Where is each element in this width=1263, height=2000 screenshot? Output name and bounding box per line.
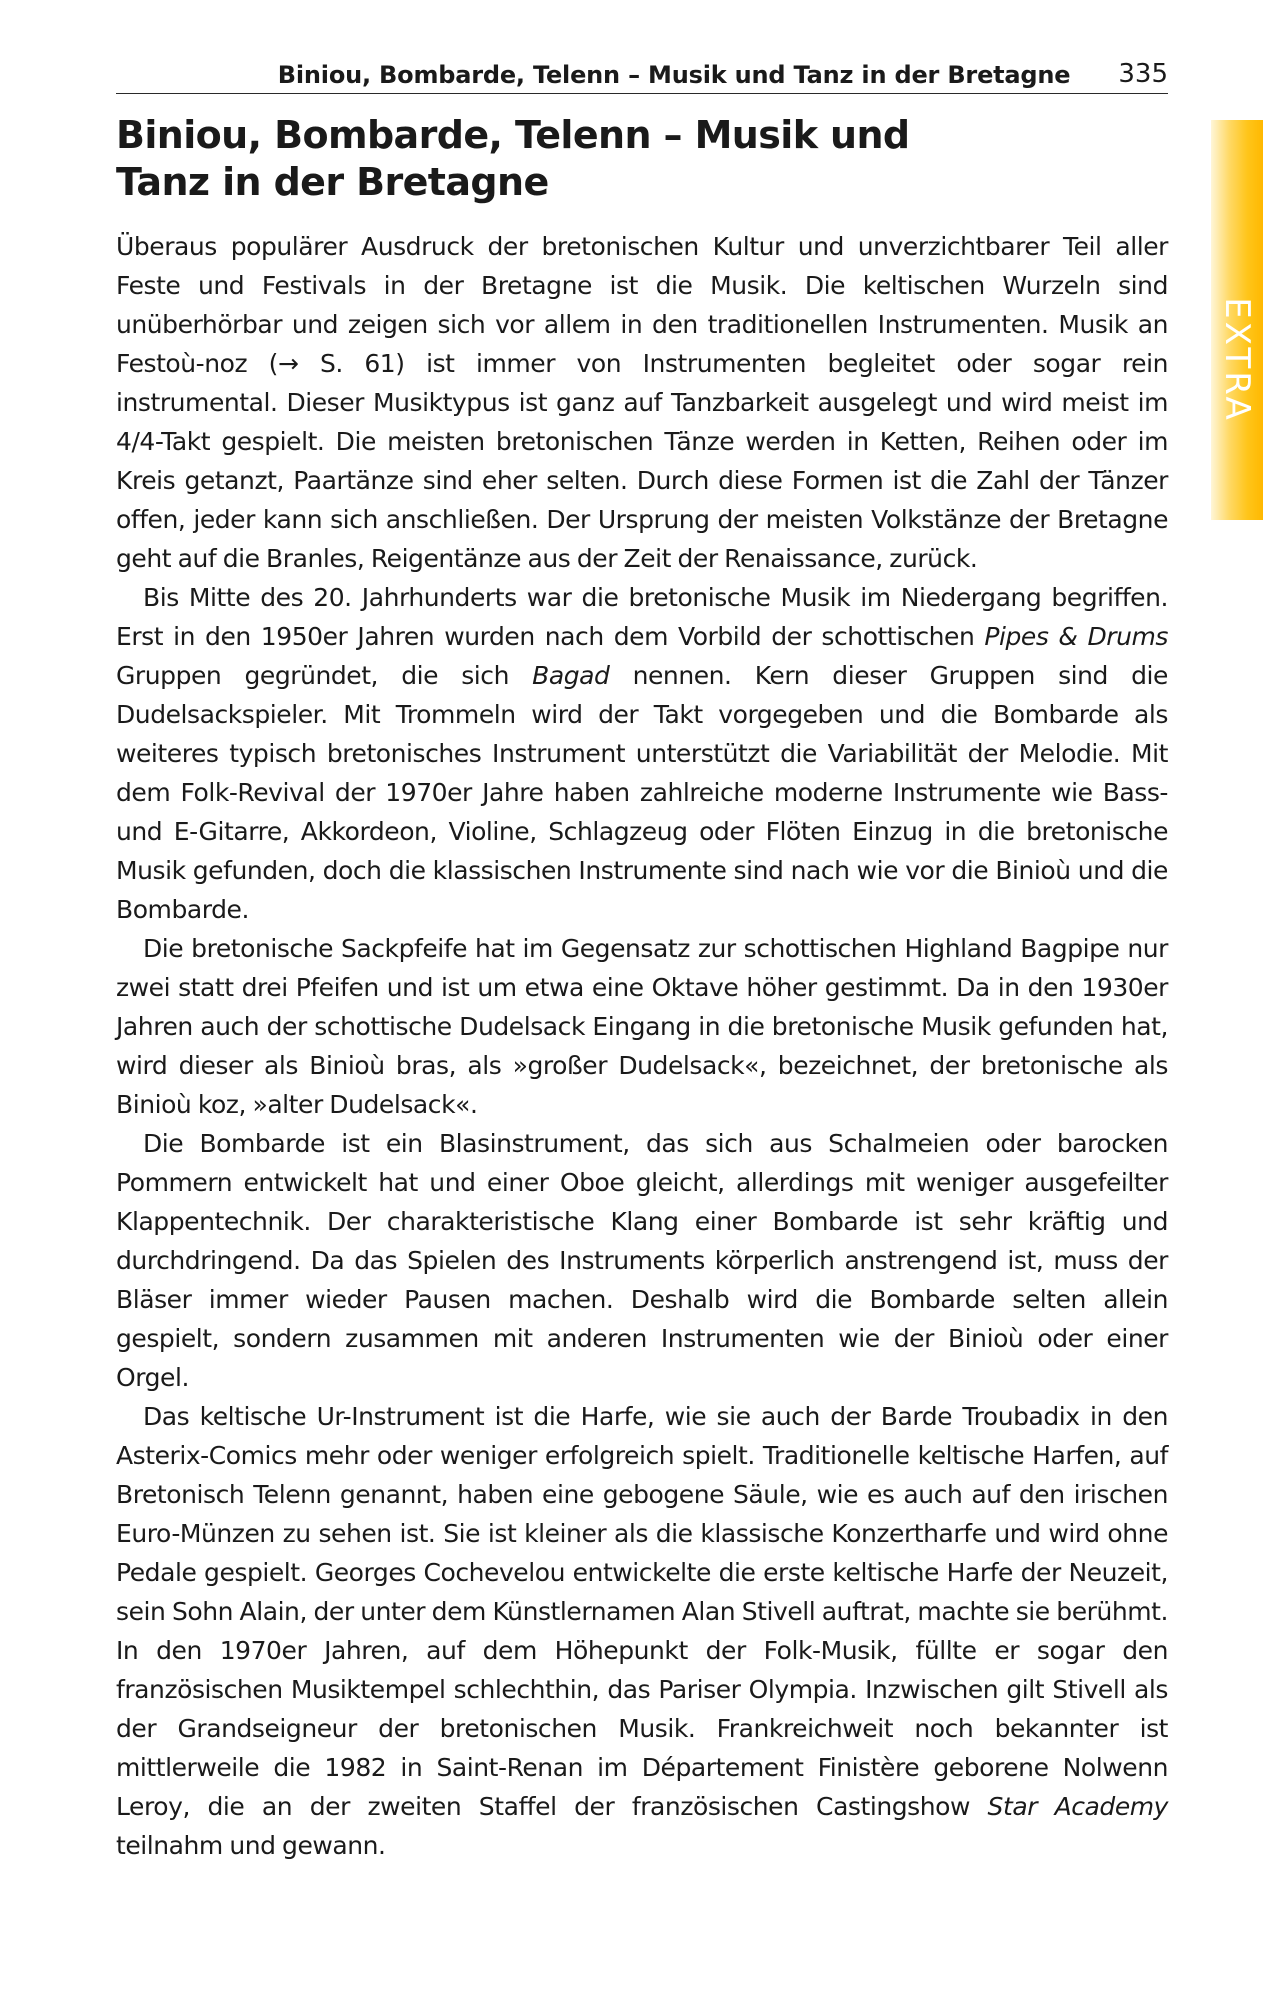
- paragraph-revival-text-2: Gruppen gegründet, die sich: [116, 661, 533, 690]
- italic-star-academy: Star Academy: [987, 1792, 1168, 1821]
- italic-bagad: Bagad: [532, 661, 610, 690]
- paragraph-revival: [116, 578, 1168, 929]
- article-title-line-2: Tanz in der Bretagne: [116, 160, 549, 204]
- paragraph-revival-text-1: Bis Mitte des 20. Jahrhunderts war die bretonische Musik im Niedergang begriffen. Erst in den 1950er Jahren wurden nach dem Vorbild der schottischen: [116, 583, 1168, 651]
- paragraph-bombarde: Die Bombarde ist ein Blasinstrument, das sich aus Schalmeien oder barocken Pommern entwickelt hat und einer Oboe gleicht, allerdings mit weniger ausgefeilter Klappentechnik. Der charakteristische Klang einer Bombarde ist sehr kräftig und durchdringend. Da das Spielen des Instruments körperlich anstrengend ist, muss der Bläser immer wieder Pausen machen. Deshalb wird die Bombarde selten allein gespielt, sondern zusammen mit anderen Instrumenten wie der Binioù oder einer Orgel.: [116, 1129, 1168, 1392]
- paragraph-harp-text-2: teilnahm und gewann.: [116, 1831, 386, 1860]
- paragraph-harp-text-1: Das keltische Ur-Instrument ist die Harfe, wie sie auch der Barde Troubadix in den Asterix-Comics mehr oder weniger erfolgreich spielt. Traditionelle keltische Harfen, auf Bretonisch Telenn genannt, haben eine gebogene Säule, wie es auch auf den irischen Euro-Münzen zu sehen ist. Sie ist kleiner als die klassische Konzertharfe und wird ohne Pedale gespielt. Georges Cochevelou entwickelte die erste keltische Harfe der Neuzeit, sein Sohn Alain, der unter dem Künstlernamen Alan Stivell auftrat, machte sie berühmt. In den 1970er Jahren, auf dem Höhepunkt der Folk-Musik, füllte er sogar den französischen Musiktempel schlechthin, das Pariser Olympia. Inzwischen gilt Stivell als der Grandseigneur der bretonischen Musik. Frankreichweit noch bekannter ist mittlerweile die 1982 in Saint-Renan im Département Finistère geborene Nolwenn Leroy, die an der zweiten Staffel der französischen Castingshow: [116, 1402, 1168, 1821]
- paragraph-intro: Überaus populärer Ausdruck der bretonischen Kultur und unverzichtbarer Teil aller Feste und Festivals in der Bretagne ist die Musik. Die keltischen Wurzeln sind unüberhörbar und zeigen sich vor allem in den traditionellen Instrumenten. Musik an Festoù-noz (→ S. 61) ist immer von Instrumenten begleitet oder sogar rein instrumental. Dieser Musiktypus ist ganz auf Tanzbarkeit ausgelegt und wird meist im 4/4-Takt gespielt. Die meisten bretonischen Tänze werden in Ketten, Reihen oder im Kreis getanzt, Paartänze sind eher selten. Durch diese Formen ist die Zahl der Tänzer offen, jeder kann sich anschließen. Der Ursprung der meisten Volkstänze der Bretagne geht auf die Branles, Reigentänze aus der Zeit der Renaissance, zurück.: [116, 232, 1168, 573]
- article-body: [116, 227, 1168, 1865]
- running-header: [116, 58, 1168, 94]
- article-title: [116, 112, 1116, 206]
- article-title-line-1: Biniou, Bombarde, Telenn – Musik und: [116, 113, 910, 157]
- extra-section-tab: [1211, 120, 1263, 520]
- page-number: 335: [1118, 59, 1168, 89]
- paragraph-bagpipe: Die bretonische Sackpfeife hat im Gegensatz zur schottischen Highland Bagpipe nur zwei statt drei Pfeifen und ist um etwa eine Oktave höher gestimmt. Da in den 1930er Jahren auch der schottische Dudelsack Eingang in die bretonische Musik gefunden hat, wird dieser als Binioù bras, als »großer Dudelsack«, bezeichnet, der bretonische als Binioù koz, »alter Dudelsack«.: [116, 934, 1168, 1119]
- paragraph-harp: [116, 1397, 1168, 1865]
- running-title: Biniou, Bombarde, Telenn – Musik und Tanz in der Bretagne: [277, 61, 1071, 89]
- paragraph-revival-text-3: nennen. Kern dieser Gruppen sind die Dudelsackspieler. Mit Trommeln wird der Takt vorgegeben und die Bombarde als weiteres typisch bretonisches Instrument unterstützt die Variabilität der Melodie. Mit dem Folk-Revival der 1970er Jahre haben zahlreiche moderne Instrumente wie Bass- und E-Gitarre, Akkordeon, Violine, Schlagzeug oder Flöten Einzug in die bretonische Musik gefunden, doch die klassischen Instrumente sind nach wie vor die Binioù und die Bombarde.: [116, 661, 1168, 924]
- extra-tab-label: EXTRA: [1217, 297, 1257, 423]
- italic-pipes-drums: Pipes & Drums: [984, 622, 1168, 651]
